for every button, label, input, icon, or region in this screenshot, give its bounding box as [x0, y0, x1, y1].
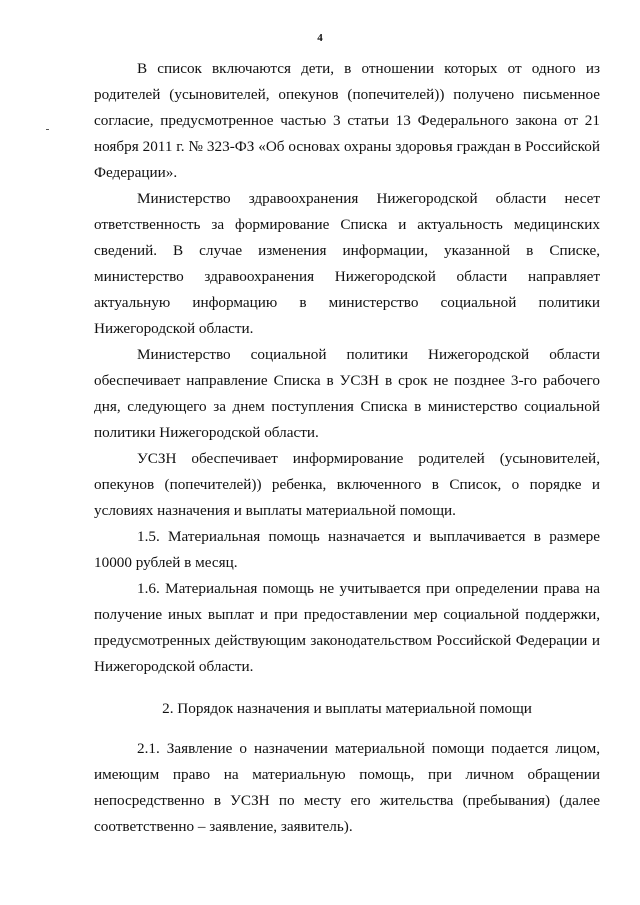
scan-artifact-dot [46, 129, 49, 130]
paragraph-clause-1-6: 1.6. Материальная помощь не учитывается при определении права на получение иных выплат и при предоставлении мер социальной поддержки, предусмотренных действующим законодательством Российской Федерации и Нижегородской области. [94, 580, 600, 675]
page-number: 4 [317, 32, 323, 44]
section-2-heading: 2. Порядок назначения и выплаты материальной помощи [162, 700, 532, 717]
document-body [94, 56, 600, 840]
paragraph-health-ministry: Министерство здравоохранения Нижегородской области несет ответственность за формирование Списка и актуальность медицинских сведений. В случае изменения информации, указанной в Списке, министерство здравоохранения Нижегородской области направляет актуальную информацию в министерство социальной политики Нижегородской области. [94, 190, 600, 337]
paragraph-consent: В список включаются дети, в отношении которых от одного из родителей (усыновителей, опекунов (попечителей)) получено письменное согласие, предусмотренное частью 3 статьи 13 Федерального закона от 21 ноября 2011 г. № 323-ФЗ «Об основах охраны здоровья граждан в Российской Федерации». [94, 60, 600, 181]
paragraph-clause-1-5: 1.5. Материальная помощь назначается и выплачивается в размере 10000 рублей в месяц. [94, 528, 600, 571]
paragraph-social-ministry: Министерство социальной политики Нижегородской области обеспечивает направление Списка в УСЗН в срок не позднее 3-го рабочего дня, следующего за днем поступления Списка в министерство социальной политики Нижегородской области. [94, 346, 600, 441]
paragraph-uszn-informing: УСЗН обеспечивает информирование родителей (усыновителей, опекунов (попечителей)) ребенка, включенного в Список, о порядке и условиях назначения и выплаты материальной помощи. [94, 450, 600, 519]
paragraph-clause-2-1: 2.1. Заявление о назначении материальной помощи подается лицом, имеющим право на материальную помощь, при личном обращении непосредственно в УСЗН по месту его жительства (пребывания) (далее соответственно – заявление, заявитель). [94, 740, 600, 835]
